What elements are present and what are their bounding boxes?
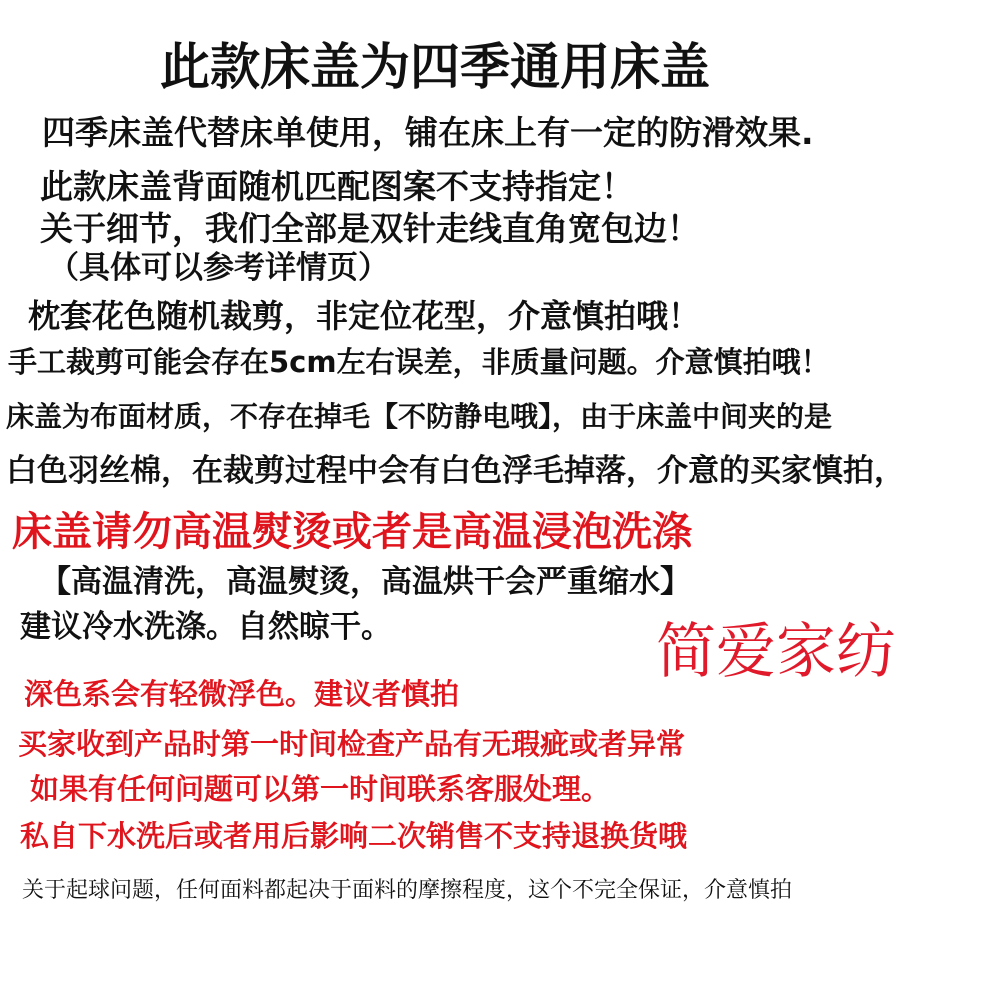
warning-line-color: 深色系会有轻微浮色。建议者慎拍 bbox=[24, 677, 460, 711]
notice-line-2: 此款床盖背面随机匹配图案不支持指定！ bbox=[40, 167, 634, 206]
notice-line-4: （具体可以参考详情页） bbox=[48, 250, 389, 286]
page-title: 此款床盖为四季通用床盖 bbox=[160, 38, 710, 96]
notice-line-5: 枕套花色随机裁剪，非定位花型，介意慎拍哦！ bbox=[28, 297, 701, 335]
notice-line-pilling: 关于起球问题，任何面料都起决于面料的摩擦程度，这个不完全保证，介意慎拍 bbox=[22, 878, 793, 903]
warning-line-return: 私自下水洗后或者用后影响二次销售不支持退换货哦 bbox=[20, 819, 688, 853]
notice-line-shrink: 【高温清洗，高温熨烫，高温烘干会严重缩水】 bbox=[40, 564, 691, 600]
brand-name: 简爱家纺 bbox=[656, 617, 896, 687]
notice-line-7: 床盖为布面材质，不存在掉毛【不防静电哦】，由于床盖中间夹的是 bbox=[6, 400, 833, 433]
notice-line-6: 手工裁剪可能会存在5cm左右误差，非质量问题。介意慎拍哦！ bbox=[8, 345, 830, 379]
warning-line-inspect: 买家收到产品时第一时间检查产品有无瑕疵或者异常 bbox=[18, 727, 686, 761]
notice-line-3: 关于细节，我们全部是双针走线直角宽包边！ bbox=[40, 209, 700, 248]
notice-line-cold-wash: 建议冷水洗涤。自然晾干。 bbox=[20, 609, 392, 645]
warning-line-contact: 如果有任何问题可以第一时间联系客服处理。 bbox=[30, 772, 611, 806]
notice-line-8: 白色羽丝棉，在裁剪过程中会有白色浮毛掉落，介意的买家慎拍， bbox=[6, 453, 905, 489]
warning-line-wash: 床盖请勿高温熨烫或者是高温浸泡洗涤 bbox=[12, 509, 692, 555]
notice-line-1: 四季床盖代替床单使用，铺在床上有一定的防滑效果. bbox=[42, 113, 814, 152]
